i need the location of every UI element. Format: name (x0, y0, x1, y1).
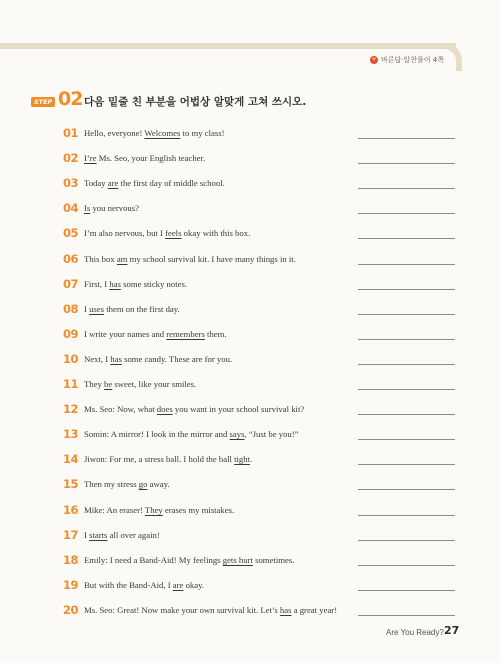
item-number: 09 (63, 326, 79, 341)
sentence-text: Somin: A mirror! I look in the mirror and (84, 429, 230, 440)
answer-blank[interactable] (358, 188, 455, 189)
item-sentence (84, 505, 234, 515)
underlined-phrase: does (156, 404, 173, 415)
sentence-text: some sticky notes. (120, 278, 188, 289)
item-sentence (84, 354, 232, 364)
underlined-phrase: has (110, 353, 122, 364)
item-sentence (84, 304, 180, 314)
underlined-phrase: has (109, 278, 121, 289)
header-bar (0, 43, 456, 49)
item-number: 11 (63, 377, 79, 391)
sentence-text: you want in your school survival kit? (172, 404, 305, 415)
underlined-phrase: says (229, 429, 245, 440)
underlined-phrase: remembers (166, 328, 205, 339)
sentence-text: Jiwon: For me, a stress ball. I hold the ball (84, 454, 235, 465)
item-number: 16 (63, 502, 79, 517)
answer-blank[interactable] (358, 515, 455, 516)
exercise-item (0, 352, 500, 372)
sentence-text: But with the Band-Aid, I (84, 579, 173, 590)
underlined-phrase: feels (165, 228, 182, 239)
exercise-item (0, 302, 500, 322)
item-number: 05 (63, 226, 79, 241)
sentence-text: Hello, everyone! (84, 128, 145, 138)
item-sentence (84, 555, 294, 565)
sentence-text: , “Just be you!” (244, 429, 299, 440)
sentence-text: Mike: An eraser! (84, 504, 145, 515)
underlined-phrase: are (107, 178, 119, 189)
answer-blank[interactable] (358, 489, 455, 490)
underlined-phrase: am (116, 253, 128, 264)
sentence-text: okay. (183, 579, 205, 590)
item-sentence (84, 404, 304, 414)
answer-blank[interactable] (358, 590, 455, 591)
item-number: 13 (63, 427, 79, 442)
sentence-text: some candy. These are for you. (121, 353, 233, 364)
exercise-item (0, 277, 500, 297)
item-number: 06 (63, 251, 79, 266)
item-sentence (84, 479, 170, 489)
sentence-text: a great year! (291, 604, 338, 615)
sentence-text: This box (84, 253, 117, 264)
sentence-text: all over again! (107, 529, 160, 540)
item-number: 18 (63, 552, 79, 567)
exercise-item (0, 151, 500, 171)
item-sentence (84, 203, 139, 213)
item-number: 20 (63, 602, 79, 617)
sentence-text: okay with this box. (181, 228, 251, 239)
item-number: 07 (63, 276, 79, 291)
underlined-phrase: uses (89, 303, 105, 314)
item-sentence (84, 153, 205, 163)
item-sentence (84, 454, 252, 464)
sentence-text: Emily: I need a Band-Aid! My feelings (84, 554, 223, 565)
exercise-item (0, 528, 500, 548)
item-sentence (84, 530, 160, 540)
item-sentence (84, 605, 337, 615)
item-sentence (84, 279, 187, 289)
sentence-text: Next, I (84, 353, 111, 364)
answer-blank[interactable] (358, 264, 455, 265)
underlined-phrase: tight (234, 454, 251, 465)
sentence-text: Ms. Seo, your English teacher. (96, 153, 206, 164)
exercise-item (0, 427, 500, 447)
sentence-text: my school survival kit. I have many things in it. (127, 253, 296, 264)
item-number: 03 (63, 176, 79, 191)
exercise-item (0, 578, 500, 598)
item-number: 02 (63, 151, 79, 166)
step-badge: STEP (31, 97, 55, 107)
sentence-text: the first day of middle school. (118, 178, 225, 189)
exercise-item (0, 126, 500, 146)
item-number: 12 (63, 402, 79, 417)
underlined-phrase: go (138, 479, 148, 490)
sentence-text: I (84, 303, 90, 314)
item-number: 10 (63, 351, 79, 366)
answer-blank[interactable] (358, 565, 455, 566)
sentence-text: erases my mistakes. (162, 504, 235, 515)
answer-blank[interactable] (358, 439, 455, 440)
sentence-text: away. (147, 479, 170, 490)
sentence-text: Ms. Seo: Great! Now make your own survival kit. Let’s (84, 604, 280, 615)
answer-blank[interactable] (358, 163, 455, 164)
underlined-phrase: be (104, 379, 113, 389)
answer-blank[interactable] (358, 213, 455, 214)
answer-blank[interactable] (358, 138, 455, 139)
item-sentence (84, 128, 225, 138)
sentence-text: sweet, like your smiles. (112, 379, 197, 389)
exercise-item (0, 402, 500, 422)
answer-key-text: 바른답·알찬풀이 4쪽 (381, 56, 444, 64)
item-number: 04 (63, 201, 79, 216)
answer-blank[interactable] (358, 314, 455, 315)
page-number: 27 (444, 624, 460, 637)
underlined-phrase: gets hurt (222, 554, 253, 565)
answer-blank[interactable] (358, 540, 455, 541)
sentence-text: to my class! (180, 128, 225, 138)
answer-blank[interactable] (358, 238, 455, 239)
sentence-text: Ms. Seo: Now, what (84, 404, 157, 415)
answer-blank[interactable] (358, 414, 455, 415)
item-sentence (84, 580, 204, 590)
item-sentence (84, 178, 225, 188)
underlined-phrase: I’re (84, 153, 97, 164)
instruction-text: 다음 밑줄 친 부분을 어법상 알맞게 고쳐 쓰시오. (84, 96, 307, 108)
item-number: 14 (63, 452, 79, 467)
sentence-text: I’m also nervous, but I (84, 228, 166, 239)
sentence-text: them on the first day. (104, 303, 180, 314)
answer-blank[interactable] (358, 289, 455, 290)
answer-blank[interactable] (358, 339, 455, 340)
sentence-text: I write your names and (84, 328, 167, 339)
exercise-item (0, 452, 500, 472)
exercise-item (0, 503, 500, 523)
exercise-item (0, 226, 500, 246)
sentence-text: you nervous? (90, 203, 140, 214)
sentence-text: them. (204, 328, 227, 339)
exercise-item (0, 477, 500, 497)
item-sentence (84, 329, 227, 339)
sentence-text: They (84, 379, 105, 389)
book-title: Are You Ready? (386, 628, 444, 637)
answer-blank[interactable] (358, 364, 455, 365)
exercise-item (0, 176, 500, 196)
answer-key-tag (370, 55, 444, 65)
exercise-item (0, 252, 500, 272)
item-number: 08 (63, 301, 79, 316)
answer-blank[interactable] (358, 464, 455, 465)
item-number: 01 (63, 126, 79, 140)
item-sentence (84, 379, 196, 389)
exercise-item (0, 377, 500, 397)
sentence-text: First, I (84, 278, 110, 289)
item-sentence (84, 429, 299, 439)
sentence-text: Then my stress (84, 479, 139, 490)
step-number: 02 (58, 88, 83, 110)
item-number: 17 (63, 527, 79, 542)
item-sentence (84, 254, 296, 264)
exercise-item (0, 327, 500, 347)
exercise-item (0, 553, 500, 573)
sentence-text: Today (84, 178, 108, 189)
item-sentence (84, 228, 250, 238)
exercise-item (0, 201, 500, 221)
sentence-text: I (84, 529, 90, 540)
answer-key-icon: + (371, 56, 377, 63)
item-number: 19 (63, 577, 79, 592)
answer-blank[interactable] (358, 389, 455, 390)
sentence-text: . (250, 454, 253, 465)
underlined-phrase: starts (89, 529, 108, 540)
underlined-phrase: has (279, 604, 292, 615)
sentence-text: sometimes. (252, 554, 295, 565)
underlined-phrase: Welcomes (144, 128, 181, 138)
answer-blank[interactable] (358, 615, 455, 616)
exercise-item (0, 603, 500, 623)
underlined-phrase: are (172, 579, 184, 590)
underlined-phrase: Is (84, 203, 91, 214)
underlined-phrase: They (144, 504, 163, 515)
item-number: 15 (63, 477, 79, 492)
